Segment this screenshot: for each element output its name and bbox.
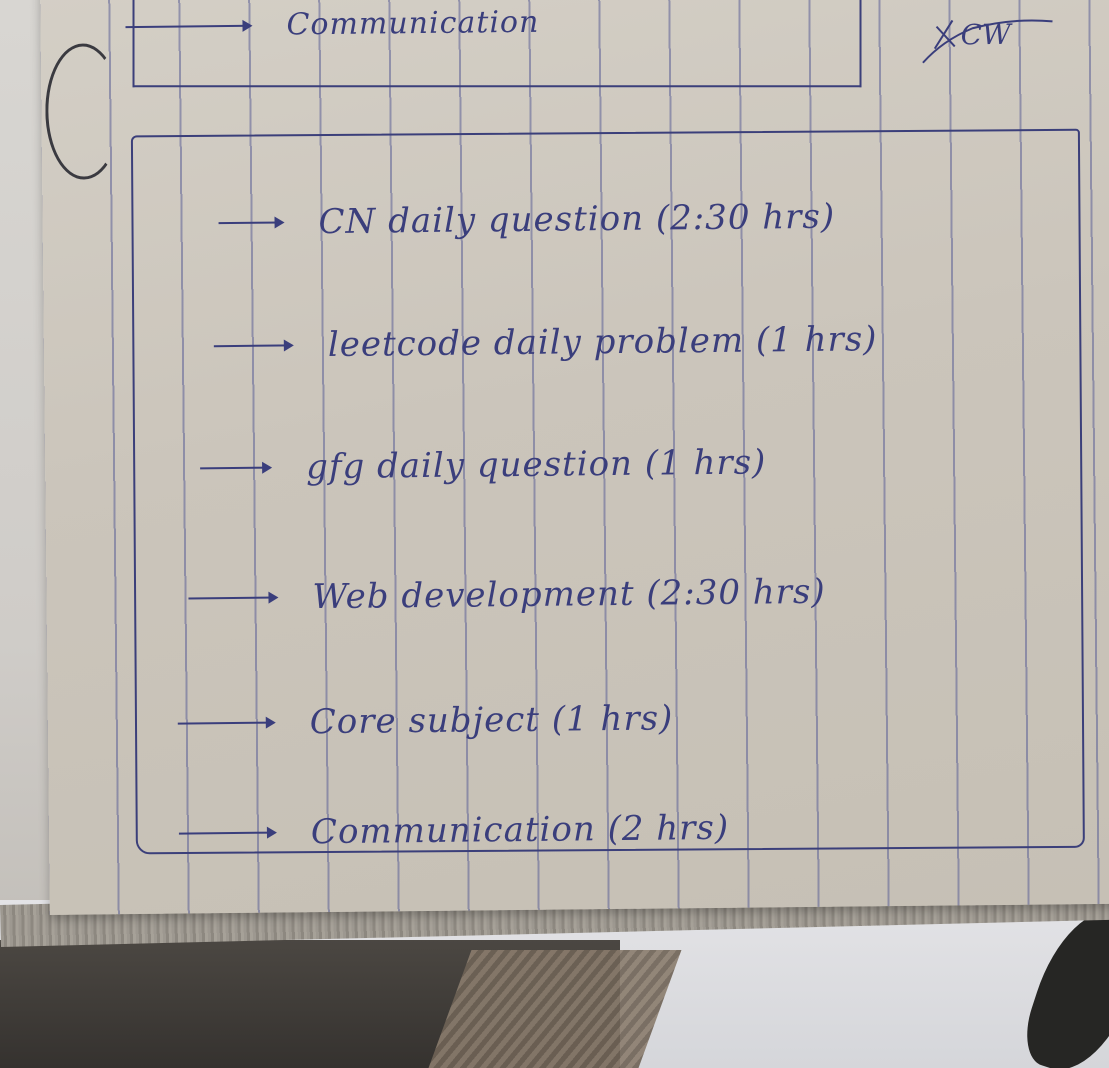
schedule-item-text: gfg daily question (1 hrs) bbox=[305, 442, 767, 488]
schedule-item bbox=[218, 197, 835, 243]
arrow-icon bbox=[179, 832, 275, 835]
schedule-item bbox=[200, 442, 767, 488]
schedule-item bbox=[214, 319, 878, 366]
notebook-page bbox=[40, 0, 1109, 915]
arrow-icon bbox=[188, 597, 276, 600]
arrow-icon bbox=[219, 221, 283, 224]
corner-scribble-icon bbox=[912, 0, 1063, 71]
schedule-item-text: leetcode daily problem (1 hrs) bbox=[327, 319, 878, 366]
arrow-icon bbox=[178, 722, 274, 725]
header-entry-text: Communication bbox=[286, 4, 540, 43]
schedule-item bbox=[188, 572, 826, 619]
schedule-item-text: Web development (2:30 hrs) bbox=[312, 571, 826, 618]
schedule-item-text: CN daily question (2:30 hrs) bbox=[318, 196, 836, 243]
arrow-icon bbox=[200, 467, 270, 470]
schedule-item bbox=[178, 698, 674, 743]
schedule-item bbox=[179, 808, 730, 854]
schedule-item-text: Communication (2 hrs) bbox=[310, 807, 730, 853]
schedule-item-text: Core subject (1 hrs) bbox=[309, 698, 674, 743]
binding-ring bbox=[45, 43, 122, 180]
header-entry bbox=[125, 5, 539, 44]
cardboard-edge bbox=[429, 950, 682, 1068]
arrow-icon bbox=[214, 344, 292, 347]
corner-mark-text: CW bbox=[960, 17, 1011, 52]
arrow-icon bbox=[125, 24, 250, 27]
